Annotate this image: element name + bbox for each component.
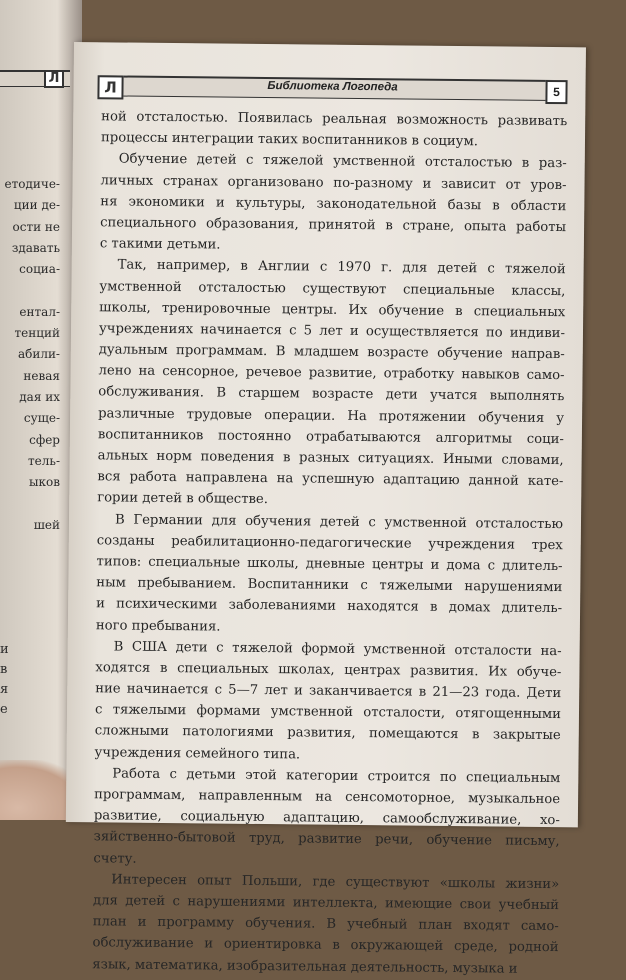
left-text-fragment: абили- [17,347,60,362]
book-page [66,42,586,977]
text-line: Работа с детьми этой категории строится по специальным [112,766,561,786]
text-line: обслуживание и ориентировка в окружающей среде, родной [92,935,559,956]
text-line: различные трудовые операции. На протяжении обучения у [98,405,565,426]
text-line: программам, направленным на сенсомоторное, музыкальное [94,787,561,808]
left-text-fragment: суще- [23,411,60,426]
left-text-fragment: етодиче- [4,177,60,191]
text-line: обслуживания. В старшем возрасте дети учатся выполнять [98,384,565,405]
text-line: созданы реабилитационно-педагогические учреждения трех [96,533,563,553]
left-text-fragment: тенций [14,326,60,341]
text-line: лено на сенсорное, речевое развитие, отработку навыков само- [98,363,565,384]
text-line: дуальным программам. В младшем возрасте обучение направ- [98,342,565,363]
page-number: 5 [545,80,567,104]
text-line: В Германии для обучения детей с умственной отсталостью [114,512,564,532]
text-line: учреждениях начинается с 5 лет и осуществляется по индиви- [98,321,566,342]
left-page-text [0,174,60,536]
text-line: ным пребыванием. Воспитанники с тяжелыми нарушениями [96,575,563,596]
left-text-fragment: ыков [28,475,60,490]
text-line: план и программу обучения. В учебный план входят само- [92,914,559,935]
left-text-fragment: тель- [28,453,60,468]
text-line: развитие, социальную адаптацию, самообслуживание, хо- [93,808,560,829]
text-line: школы, тренировочные центры. Их обучение в специальных [99,299,566,320]
left-lower-fragment: я [0,682,9,697]
header-title: Библиотека Логопеда [267,80,398,94]
text-line: сложными патологиями развития, помещаются в закрытые [94,723,561,744]
text-line: ной отсталостью. Появилась реальная возможность развивать [101,109,568,130]
running-head [99,75,565,101]
left-text-fragment: сфер [29,432,60,447]
text-line: учреждения семейного типа. [94,744,301,763]
left-text-fragment: здавать [11,240,60,255]
text-line: В США дети с тяжелой формой умственной отсталости на- [113,639,562,659]
left-lower-fragment: в [0,662,8,677]
page-body [92,106,567,980]
left-text-fragment: дая их [19,389,60,404]
text-line: личных странах организовано по-разному и зависит от уров- [100,172,567,193]
left-lower-fragment: е [0,702,8,717]
left-page-lower-text [0,640,20,720]
text-line: умственной отсталостью существуют специальные классы, [99,278,566,299]
text-line: язык, математика, изобразительная деятельность, музыка и [92,956,518,977]
left-text-fragment: невая [23,368,60,383]
text-line: ходятся в специальных школах, центрах развития. Их обуче- [95,660,562,681]
left-text-fragment: шей [33,517,60,532]
left-text-fragment [0,280,60,301]
left-text-fragment: социа- [19,262,60,277]
text-line: для детей с нарушениями интеллекта, имеющие свои учебный [92,893,560,914]
text-line: воспитанников постоянно отрабатываются алгоритмы соци- [97,427,564,447]
left-text-fragment [0,493,60,514]
text-line: с такими детьми. [99,236,221,253]
text-line: альных норм поведения в разных ситуациях. Иными словами, [97,448,564,469]
text-line: ние начинается с 5—7 лет и заканчивается в 21—23 года. Дети [95,681,562,702]
left-header-letter: Л [44,70,64,88]
text-line: с тяжелыми формами умственной отсталости, отягощенными [94,702,562,723]
left-text-fragment: ости не [12,219,60,234]
text-line: процессы интеграции таких воспитанников в социум. [100,130,479,150]
text-line: ного пребывания. [95,617,221,635]
text-line: ня экономики и культуры, законодательной базы в области [100,194,567,214]
text-line: типов: специальные школы, дневные центры и дома с длитель- [96,554,563,575]
text-line: вся работа направлена на успешную адаптацию данной кате- [97,469,564,490]
left-text-fragment: ции де- [13,198,60,213]
left-lower-fragment: и [0,642,9,657]
header-letter-box: Л [97,75,123,99]
text-line: и психическими заболеваниями находятся в домах длитель- [96,596,563,617]
left-text-fragment: ентал- [19,304,60,319]
text-line: специального образования, принятой в стране, опыта работы [100,215,567,236]
text-line: счету. [93,850,137,867]
text-line: Обучение детей с тяжелой умственной отсталостью в раз- [118,151,567,172]
text-line: Так, например, в Англии с 1970 г. для детей с тяжелой [117,257,566,278]
text-line: Интересен опыт Польши, где существуют «школы жизни» [111,872,560,892]
text-line: гории детей в обществе. [97,490,269,508]
text-line: зяйственно-бытовой труд, развитие речи, обучение письму, [93,829,560,850]
